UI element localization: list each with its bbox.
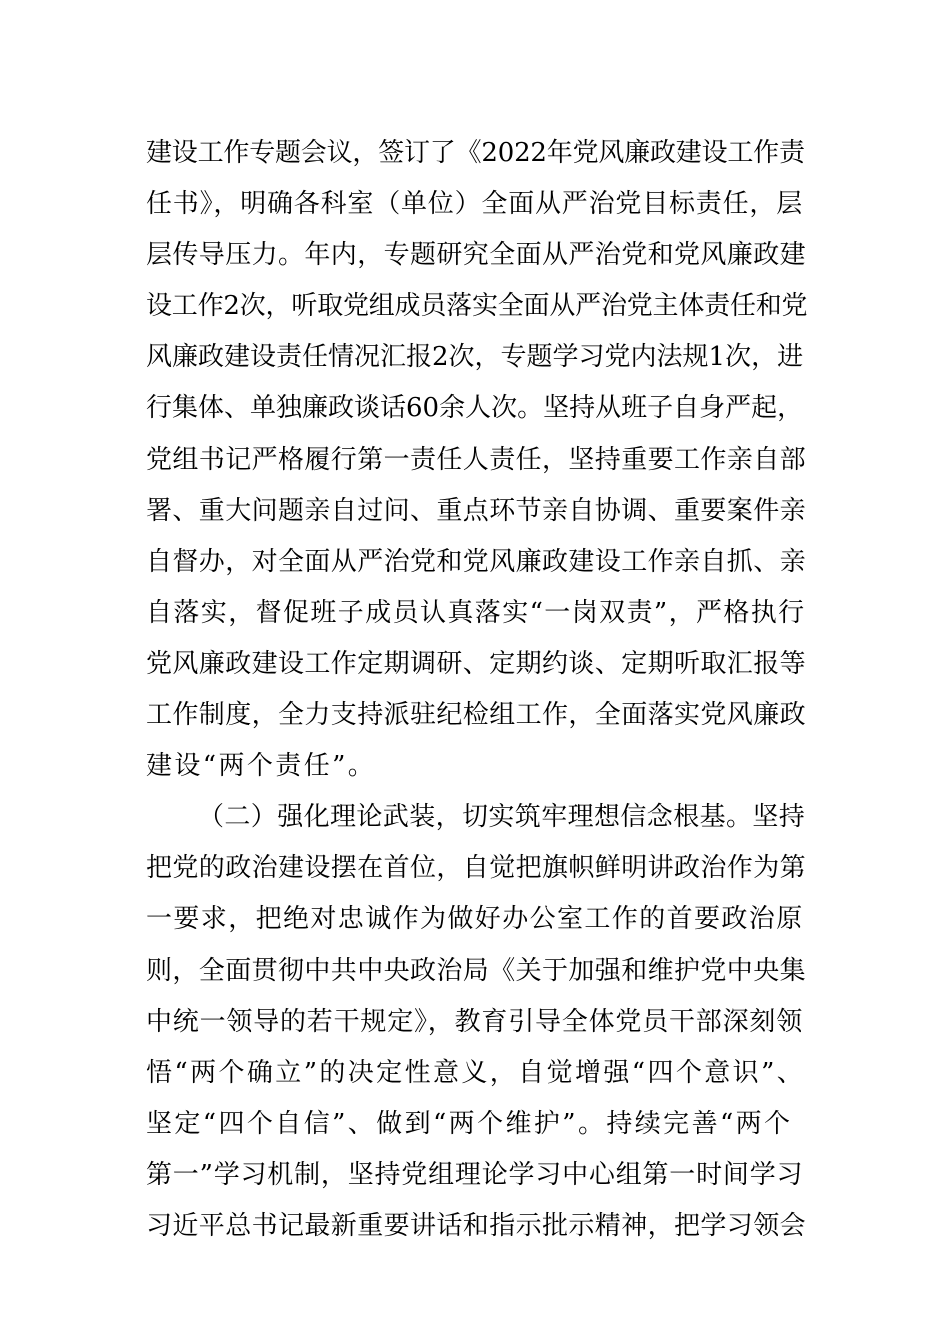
text-line: 任书》，明确各科室（单位）全面从严治党目标责任，层 [146,189,804,220]
body-text [146,128,806,1252]
text-line: 自督办，对全面从严治党和党风廉政建设工作亲自抓、亲 [146,546,807,577]
text-line: 中统一领导的若干规定》，教育引导全体党员干部深刻领 [146,1006,804,1037]
text-line: 党风廉政建设工作定期调研、定期约谈、定期听取汇报等 [146,648,807,679]
text-line: 署、重大问题亲自过问、重点环节亲自协调、重要案件亲 [146,495,807,526]
text-line: 风廉政建设责任情况汇报2次，专题学习党内法规1次，进 [146,342,804,373]
text-line: 把党的政治建设摆在首位，自觉把旗帜鲜明讲政治作为第 [146,853,807,884]
text-line: 层传导压力。年内，专题研究全面从严治党和党风廉政建 [146,240,807,271]
text-line: 工作制度，全力支持派驻纪检组工作，全面落实党风廉政 [146,700,807,731]
text-line: 第一”学习机制，坚持党组理论学习中心组第一时间学习 [146,1159,804,1190]
text-line: 建设工作专题会议，签订了《2022年党风廉政建设工作责 [146,138,805,168]
text-line: 则，全面贯彻中共中央政治局《关于加强和维护党中央集 [146,955,807,986]
text-line: 习近平总书记最新重要讲话和指示批示精神，把学习领会 [146,1210,807,1241]
text-line: 行集体、单独廉政谈话60余人次。坚持从班子自身严起， [146,393,804,424]
text-line: 坚定“四个自信”、做到“两个维护”。持续完善“两个 [146,1108,793,1139]
text-line: 建设“两个责任”。 [146,751,377,782]
text-line: 悟“两个确立”的决定性意义，自觉增强“四个意识”、 [146,1057,806,1088]
text-line: 自落实，督促班子成员认真落实“一岗双责”，严格执行 [146,597,806,628]
text-line: 党组书记严格履行第一责任人责任，坚持重要工作亲自部 [146,444,807,475]
text-line: 一要求，把绝对忠诚作为做好办公室工作的首要政治原 [146,904,804,935]
text-line: 设工作2次，听取党组成员落实全面从严治党主体责任和党 [146,291,808,322]
section-heading-line: （二）强化理论武装，切实筑牢理想信念根基。坚持 [198,802,806,833]
